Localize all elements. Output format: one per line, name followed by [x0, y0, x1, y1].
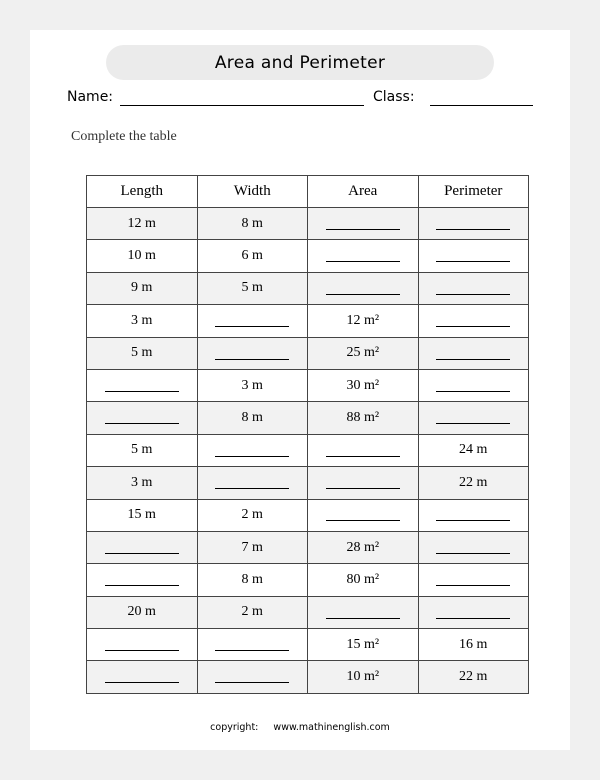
- perimeter-cell: 22 m: [418, 661, 529, 693]
- table-row: [87, 240, 529, 272]
- perimeter-answer-blank[interactable]: [418, 499, 529, 531]
- table-row: [87, 629, 529, 661]
- width-answer-blank[interactable]: [197, 629, 308, 661]
- perimeter-answer-blank[interactable]: [418, 596, 529, 628]
- answer-line[interactable]: [436, 520, 510, 521]
- perimeter-answer-blank[interactable]: [418, 564, 529, 596]
- website-link[interactable]: www.mathinenglish.com: [273, 722, 390, 733]
- length-cell: 9 m: [87, 272, 198, 304]
- answer-line[interactable]: [436, 261, 510, 262]
- answer-line[interactable]: [326, 261, 400, 262]
- length-cell: 12 m: [87, 208, 198, 240]
- width-answer-blank[interactable]: [197, 661, 308, 693]
- perimeter-cell: 22 m: [418, 467, 529, 499]
- table-row: [87, 272, 529, 304]
- answer-line[interactable]: [215, 682, 289, 683]
- area-answer-blank[interactable]: [308, 596, 419, 628]
- width-answer-blank[interactable]: [197, 434, 308, 466]
- length-cell: 15 m: [87, 499, 198, 531]
- area-answer-blank[interactable]: [308, 272, 419, 304]
- area-cell: 10 m²: [308, 661, 419, 693]
- answer-line[interactable]: [105, 391, 179, 392]
- table-body: [87, 208, 529, 694]
- width-cell: 2 m: [197, 596, 308, 628]
- answer-line[interactable]: [326, 229, 400, 230]
- width-cell: 8 m: [197, 402, 308, 434]
- area-answer-blank[interactable]: [308, 499, 419, 531]
- length-answer-blank[interactable]: [87, 402, 198, 434]
- perimeter-cell: 24 m: [418, 434, 529, 466]
- table-row: [87, 337, 529, 369]
- perimeter-answer-blank[interactable]: [418, 369, 529, 401]
- answer-line[interactable]: [215, 359, 289, 360]
- perimeter-answer-blank[interactable]: [418, 531, 529, 563]
- answer-line[interactable]: [436, 229, 510, 230]
- answer-line[interactable]: [326, 294, 400, 295]
- header-width: Width: [197, 176, 308, 208]
- perimeter-answer-blank[interactable]: [418, 337, 529, 369]
- table-row: [87, 564, 529, 596]
- perimeter-answer-blank[interactable]: [418, 402, 529, 434]
- area-answer-blank[interactable]: [308, 240, 419, 272]
- answer-line[interactable]: [436, 326, 510, 327]
- width-cell: 2 m: [197, 499, 308, 531]
- length-answer-blank[interactable]: [87, 369, 198, 401]
- name-label: Name:: [67, 89, 114, 105]
- table-row: [87, 434, 529, 466]
- answer-line[interactable]: [436, 618, 510, 619]
- perimeter-answer-blank[interactable]: [418, 240, 529, 272]
- length-answer-blank[interactable]: [87, 661, 198, 693]
- answer-line[interactable]: [326, 520, 400, 521]
- worksheet: [30, 30, 570, 750]
- class-blank-line[interactable]: [430, 105, 533, 106]
- width-cell: 8 m: [197, 208, 308, 240]
- name-blank-line[interactable]: [120, 105, 364, 106]
- area-cell: 80 m²: [308, 564, 419, 596]
- answer-line[interactable]: [326, 456, 400, 457]
- instruction-text: Complete the table: [71, 129, 177, 144]
- class-label: Class:: [373, 89, 415, 105]
- width-answer-blank[interactable]: [197, 337, 308, 369]
- width-cell: 5 m: [197, 272, 308, 304]
- header-perimeter: Perimeter: [418, 176, 529, 208]
- header-area: Area: [308, 176, 419, 208]
- answer-line[interactable]: [326, 618, 400, 619]
- area-cell: 28 m²: [308, 531, 419, 563]
- table-row: [87, 467, 529, 499]
- length-answer-blank[interactable]: [87, 531, 198, 563]
- header-length: Length: [87, 176, 198, 208]
- length-answer-blank[interactable]: [87, 629, 198, 661]
- width-cell: 8 m: [197, 564, 308, 596]
- width-answer-blank[interactable]: [197, 467, 308, 499]
- table-row: [87, 661, 529, 693]
- perimeter-answer-blank[interactable]: [418, 272, 529, 304]
- length-cell: 5 m: [87, 337, 198, 369]
- area-cell: 25 m²: [308, 337, 419, 369]
- length-answer-blank[interactable]: [87, 564, 198, 596]
- answer-line[interactable]: [105, 650, 179, 651]
- area-answer-blank[interactable]: [308, 434, 419, 466]
- answer-line[interactable]: [105, 585, 179, 586]
- length-cell: 20 m: [87, 596, 198, 628]
- perimeter-cell: 16 m: [418, 629, 529, 661]
- table-header-row: [87, 176, 529, 208]
- answer-line[interactable]: [436, 553, 510, 554]
- answer-line[interactable]: [215, 650, 289, 651]
- answer-line[interactable]: [326, 488, 400, 489]
- worksheet-title: Area and Perimeter: [106, 45, 494, 80]
- answer-line[interactable]: [105, 553, 179, 554]
- area-answer-blank[interactable]: [308, 467, 419, 499]
- footer: [30, 722, 570, 733]
- area-cell: 30 m²: [308, 369, 419, 401]
- answer-line[interactable]: [105, 682, 179, 683]
- answer-line[interactable]: [436, 359, 510, 360]
- table-row: [87, 369, 529, 401]
- answer-line[interactable]: [436, 423, 510, 424]
- answer-line[interactable]: [215, 488, 289, 489]
- table-row: [87, 305, 529, 337]
- answer-line[interactable]: [215, 456, 289, 457]
- table-row: [87, 208, 529, 240]
- width-cell: 6 m: [197, 240, 308, 272]
- table-row: [87, 596, 529, 628]
- width-cell: 7 m: [197, 531, 308, 563]
- table-row: [87, 531, 529, 563]
- length-cell: 3 m: [87, 305, 198, 337]
- area-answer-blank[interactable]: [308, 208, 419, 240]
- width-cell: 3 m: [197, 369, 308, 401]
- copyright-label: copyright:: [210, 722, 259, 733]
- width-answer-blank[interactable]: [197, 305, 308, 337]
- perimeter-answer-blank[interactable]: [418, 305, 529, 337]
- answer-line[interactable]: [215, 326, 289, 327]
- name-class-row: [67, 88, 537, 110]
- answer-line[interactable]: [105, 423, 179, 424]
- length-cell: 3 m: [87, 467, 198, 499]
- answer-line[interactable]: [436, 391, 510, 392]
- area-cell: 88 m²: [308, 402, 419, 434]
- length-cell: 5 m: [87, 434, 198, 466]
- table-row: [87, 402, 529, 434]
- answer-line[interactable]: [436, 585, 510, 586]
- area-perimeter-table: [86, 175, 529, 694]
- length-cell: 10 m: [87, 240, 198, 272]
- perimeter-answer-blank[interactable]: [418, 208, 529, 240]
- answer-line[interactable]: [436, 294, 510, 295]
- area-cell: 12 m²: [308, 305, 419, 337]
- area-cell: 15 m²: [308, 629, 419, 661]
- table-row: [87, 499, 529, 531]
